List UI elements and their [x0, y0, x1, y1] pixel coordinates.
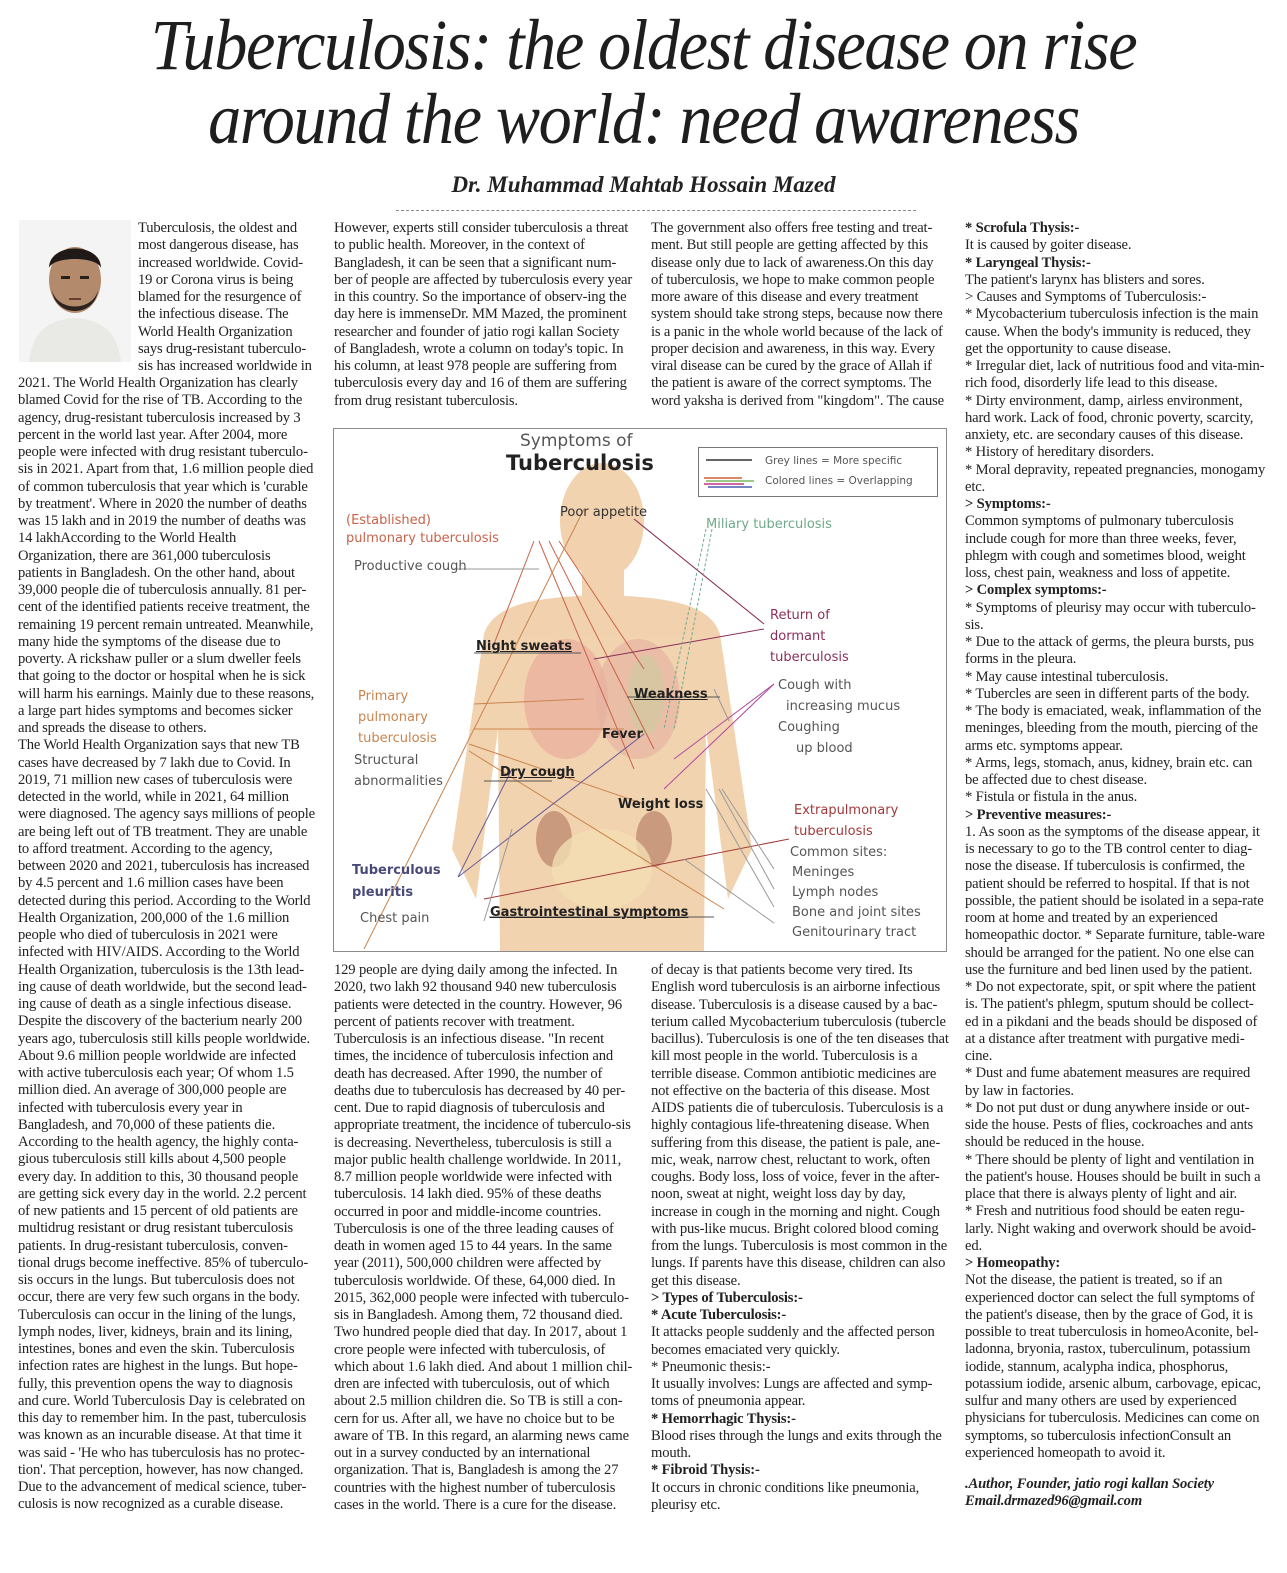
- list-item: * May cause intestinal tuberculosis.: [965, 668, 1169, 685]
- label-meninges: Meninges: [792, 865, 855, 880]
- label-fever: Fever: [602, 727, 643, 742]
- label-return-1: Return of: [770, 608, 830, 623]
- list-item: * There should be plenty of light and ventilation in the patient's house. Houses should be built in such a place that there is always plenty of light and air.: [965, 1151, 1261, 1202]
- label-return-3: tuberculosis: [770, 650, 849, 665]
- label-pleuritis-2: pleuritis: [352, 885, 414, 900]
- diagram-title-line-2: Tuberculosis: [506, 451, 654, 475]
- label-night-sweats: Night sweats: [476, 639, 572, 654]
- legend-colored-lines: Colored lines = Overlapping: [765, 475, 913, 487]
- list-item: * History of hereditary disorders.: [965, 444, 1155, 461]
- label-cough-mucus-1: Cough with: [778, 678, 852, 693]
- section-heading-symptoms: > Symptoms:-: [965, 496, 1051, 512]
- label-dry-cough: Dry cough: [500, 765, 575, 780]
- section-heading-preventive: > Preventive measures:-: [965, 806, 1112, 823]
- section-heading-complex: > Complex symptoms:-: [965, 582, 1107, 599]
- author-signature: [965, 1476, 1267, 1511]
- column-1-body: [18, 375, 316, 1514]
- section-heading-causes: > Causes and Symptoms of Tuberculosis:-: [965, 289, 1207, 305]
- column-3-top: [651, 220, 947, 410]
- list-item: * Tubercles are seen in different parts of the body.: [965, 685, 1250, 702]
- section-heading-types: > Types of Tuberculosis:-: [651, 1289, 803, 1306]
- label-gastrointestinal: Gastrointestinal symptoms: [490, 905, 689, 920]
- intro-paragraph: Tuberculosis, the oldest and most dangerous disease, has increased worldwide. Covid-19 or Corona virus is being blamed for the resurgence of the infectious disease. The World Health Organization says drug-resistant tuberculo-sis has increased worldwide in: [138, 220, 312, 374]
- list-item: * Do not expectorate, spit, or spit where the patient is. The patient's phlegm, sputum should be collect-ed in a pikdani and the beads should be disposed of at a distance after treatment with purgative medi-cine.: [965, 979, 1258, 1064]
- column-1-intro: [138, 220, 314, 375]
- paragraph: 129 people are dying daily among the infected. In 2020, two lakh 92 thousand 940 new tuberculosis patients were detected in the country. However, 96 percent of patients recover with treatment. Tuberculosis is an infectious disease. "In recent times, the incidence of tuberculosis infection and death has decreased. After 1990, the number of deaths due to tuberculosis has decreased by 40 per-cent. Due to rapid diagnosis of tuberculosis and appropriate treatment, the incidence of tuberculo-sis is decreasing. Nevertheless, tuberculosis is still a major public health challenge worldwide. In 2011, 8.7 million people worldwide were infected with tuberculosis. 14 lakh died. 95% of these deaths occurred in poor and middle-income countries. Tuberculosis is one of the three leading causes of death in women aged 15 to 44 years. In the same year (2011), 500,000 children were affected by tuberculosis worldwide. Of these, 64,000 died. In 2015, 362,000 people were infected with tuberculo-sis in Bangladesh. Among them, 72 thousand died. Two hundred people died that day. In 2017, about 1 crore people were infected with tuberculosis, of which about 1.6 lakh died. And about 1 million chil-dren are infected with tuberculosis, out of which about 2.5 million children die. So TB is still a con-cern for us. After all, we have no choice but to be aware of TB. In this regard, an alarming news came out in a survey conducted by an international organization. That is, Bangladesh is among the 27 countries with the highest number of tuberculosis cases in the world. There is a cure for the disease.: [334, 962, 633, 1513]
- paragraph: It usually involves: Lungs are affected and symp-toms of pneumonia appear.: [651, 1376, 933, 1410]
- author-email: Email.drmazed96@gmail.com: [965, 1493, 1143, 1510]
- subheading-hemorrhagic: * Hemorrhagic Thysis:-: [651, 1410, 796, 1427]
- paragraph: Blood rises through the lungs and exits through the mouth.: [651, 1427, 942, 1461]
- section-heading-homeopathy: > Homeopathy:: [965, 1255, 1061, 1271]
- list-item: * Fresh and nutritious food should be eaten regu-larly. Night waking and overwork should be avoid-ed.: [965, 1203, 1256, 1254]
- label-extrapulmonary-2: tuberculosis: [794, 824, 873, 839]
- paragraph: Not the disease, the patient is treated, so if an experienced doctor can select the full symptoms of the patient's disease, then by the grace of God, it is possible to treat tuberculosis in homeoAconite, bel-ladonna, bryonia, rastox, tuberculinum, potassium iodide, stannum, acalypha indica, phosphorus, potassium iodide, arsenic album, carbovage, epicac, sulfur and many others are used by experienced physicians for tuberculosis. Medicines can come on symptoms, so tuberculosis infectionConsult an experienced homeopath to avoid it.: [965, 1272, 1261, 1461]
- list-item: * Due to the attack of germs, the pleura bursts, pus forms in the pleura.: [965, 634, 1254, 668]
- column-2-bottom: [334, 962, 634, 1514]
- byline: Dr. Muhammad Mahtab Hossain Mazed: [451, 172, 836, 197]
- column-3-bottom: [651, 962, 951, 1514]
- paragraph: The government also offers free testing and treat-ment. But still people are getting affected by this disease only due to lack of awareness.On this day of tuberculosis, we hope to make common people more aware of this disease and every treatment system should take strong steps, because now there is a panic in the whole world because of the lack of proper decision and awareness, in this way. Every viral disease can be cured by the grace of Allah if the patient is aware of the correct symptoms. The word yaksha is derived from "kingdom". The cause: [651, 220, 945, 409]
- headline: [51, 5, 1235, 159]
- subheading-scrofula: * Scrofula Thysis:-: [965, 220, 1080, 236]
- paragraph: Despite the discovery of the bacterium nearly 200 years ago, tuberculosis still kills people worldwide. About 9.6 million people worldwide are infected with active tuberculosis each year; Of whom 1.5 million died. An average of 300,000 people are infected with tuberculosis every year in Bangladesh, and 70,000 of these patients die. According to the health agency, the highly conta-gious tuberculosis still kills about 4,500 people every day. In addition to this, 30 thousand people are getting sick every day in the world. 2.2 percent of new patients and 15 percent of old patients are multidrug resistant or drug resistant tuberculosis patients. In drug-resistant tuberculosis, conven-tional drugs become ineffective. 85% of tuberculo-sis occurs in the lungs. But tuberculosis does not occur, there are very few such organs in the body. Tuberculosis can occur in the lining of the lungs, lymph nodes, liver, kidneys, brain and its lining, intestines, bones and even the skin. Tuberculosis infection rates are highest in the lungs. But hope-fully, this prevention opens the way to diagnosis and cure. World Tuberculosis Day is celebrated on this day to remember him. In the past, tuberculosis was known as an incurable disease. At that time it was said - 'He who has tuberculosis has no protec-tion'. That perception, however, has now changed. Due to the advancement of medical science, tuber-culosis is now recognized as a curable disease.: [18, 1013, 310, 1513]
- paragraph: The World Health Organization says that new TB cases have decreased by 7 lakh due to Covid. In 2019, 71 million new cases of tuberculosis were detected in the world, while in 2021, 64 million were diagnosed. The agency says millions of people are being left out of TB treatment. They are unable to afford treatment. According to the agency, between 2020 and 2021, tuberculosis has increased by 4.5 percent and 1.6 million cases have been detected during this period. According to the World Health Organization, 200,000 of the 1.6 million people who died of tuberculosis in 2021 were infected with HIV/AIDS. According to the World Health Organization, tuberculosis is the 13th lead-ing cause of death worldwide, but the second lead-ing cause of death as a single infectious disease.: [18, 737, 315, 1012]
- paragraph: 2021. The World Health Organization has clearly blamed Covid for the rise of TB. According to the agency, drug-resistant tuberculosis increased by 3 percent in the world last year. After 2004, more people were infected with drug resistant tuberculo-sis in 2021. Apart from that, 1.6 million people died of common tuberculosis that year which is 'curable by treatment'. Where in 2020 the number of deaths was 15 lakh and in 2019 the number of deaths was 14 lakhAccording to the World Health Organization, there are 361,000 tuberculosis patients in Bangladesh. On the other hand, about 39,000 people die of tuberculosis annually. 81 per-cent of the identified patients receive treatment, the remaining 19 percent remain untreated. Meanwhile, many hide the symptoms of the disease due to poverty. A rickshaw puller or a slum dweller feels that going to the doctor or hospital when he is sick will harm his earnings. Mainly due to these reasons, a large part hides symptoms and becomes sicker and spreads the disease to others.: [18, 375, 315, 736]
- list-item: * Mycobacterium tuberculosis infection is the main cause. When the body's immunity is reduced, they get the opportunity to cause disease.: [965, 306, 1259, 357]
- label-chest-pain: Chest pain: [360, 911, 430, 926]
- paragraph: It is caused by goiter disease.: [965, 237, 1132, 254]
- list-item: * Moral depravity, repeated pregnancies, monogamy etc.: [965, 461, 1266, 495]
- label-established: (Established): [346, 513, 431, 528]
- headline-line-1: Tuberculosis: the oldest disease on rise: [150, 5, 1137, 85]
- list-item: * Dust and fume abatement measures are required by law in factories.: [965, 1065, 1251, 1099]
- list-item: * Dirty environment, damp, airless environment, hard work. Lack of food, chronic poverty, scarcity, anxiety, etc. are secondary causes of this disease.: [965, 392, 1254, 443]
- label-weight-loss: Weight loss: [618, 797, 704, 812]
- paragraph: It occurs in chronic conditions like pneumonia, pleurisy etc.: [651, 1479, 920, 1513]
- list-item: 1. As soon as the symptoms of the disease appear, it is necessary to go to the TB control center to diag-nose the disease. If tuberculosis is confirmed, the patient should be referred to hospital. If that is not possible, the patient should be isolated in a sepa-rate room at home and treated by an experienced homeopathic doctor. * Separate furniture, table-ware should be arranged for the patient. No one else can use the furniture and bed linen used by the patient.: [965, 823, 1265, 978]
- label-lymph-nodes: Lymph nodes: [792, 885, 879, 900]
- label-primary-1: Primary: [358, 689, 409, 704]
- label-cough-mucus-2: increasing mucus: [786, 699, 901, 714]
- label-pulmonary-tb: pulmonary tuberculosis: [346, 531, 499, 546]
- diagram-legend: [698, 447, 938, 497]
- label-primary-2: pulmonary: [358, 710, 428, 725]
- column-4: [965, 220, 1267, 1511]
- label-structural-2: abnormalities: [354, 774, 443, 789]
- label-primary-3: tuberculosis: [358, 731, 437, 746]
- label-structural-1: Structural: [354, 753, 419, 768]
- byline-divider: [396, 210, 916, 211]
- label-common-sites: Common sites:: [790, 845, 888, 860]
- author-portrait-icon: [19, 220, 131, 362]
- diagram-title-line-1: Symptoms of: [520, 431, 633, 451]
- paragraph: It attacks people suddenly and the affected person becomes emaciated very quickly.: [651, 1324, 935, 1358]
- paragraph: The patient's larynx has blisters and sores.: [965, 271, 1205, 288]
- label-weakness: Weakness: [634, 687, 708, 702]
- legend-grey-lines: Grey lines = More specific: [765, 455, 903, 467]
- paragraph: However, experts still consider tuberculosis a threat to public health. Moreover, in the context of Bangladesh, it can be seen that a significant num-ber of people are affected by tuberculosis every year in this country. So the importance of observ-ing the day here is immenseDr. MM Mazed, the prominent researcher and founder of jatio rogi kallan Society of Bangladesh, wrote a column on today's topic. In his column, at least 978 people are suffering from tuberculosis every day and 16 of them are suffering from drug resistant tuberculosis.: [334, 220, 633, 409]
- list-item: * Symptoms of pleurisy may occur with tuberculo-sis.: [965, 599, 1256, 633]
- signature-line-1: .Author, Founder, jatio rogi kallan Society: [965, 1476, 1214, 1492]
- column-2-top: [334, 220, 634, 410]
- subheading-acute: * Acute Tuberculosis:-: [651, 1307, 787, 1323]
- symptoms-diagram: [333, 428, 947, 952]
- label-miliary-tb: Miliary tuberculosis: [706, 517, 832, 532]
- label-productive-cough: Productive cough: [354, 559, 467, 574]
- label-coughing-blood-1: Coughing: [778, 720, 840, 735]
- label-pleuritis-1: Tuberculous: [352, 863, 441, 878]
- paragraph: Common symptoms of pulmonary tuberculosis include cough for more than three weeks, fever, phlegm with cough and sometimes blood, weight loss, chest pain, weakness and loss of appetite.: [965, 513, 1246, 581]
- label-coughing-blood-2: up blood: [796, 741, 853, 756]
- subheading-fibroid: * Fibroid Thysis:-: [651, 1462, 760, 1479]
- subheading-pneumonic: * Pneumonic thesis:-: [651, 1358, 771, 1375]
- paragraph: of decay is that patients become very tired. Its English word tuberculosis is an airborne infectious disease. Tuberculosis is a disease caused by a bac-terium called Mycobacterium tuberculosis (tubercle bacillus). Tuberculosis is one of the ten diseases that kill most people in the world. Tuberculosis is a terrible disease. Common antibiotic medicines are not effective on the bacteria of this disease. Most AIDS patients die of tuberculosis. Tuberculosis is a highly contagious life-threatening disease. When suffering from this disease, the patient is pale, ane-mic, weak, narrow chest, reluctant to work, often coughs. Body loss, loss of voice, fever in the after-noon, sweat at night, weight loss day by day, increase in cough in the morning and night. Cough with pus-like mucus. Bright colored blood coming from the lungs. Tuberculosis is most common in the lungs. If parents have this disease, children can also get this disease.: [651, 962, 949, 1289]
- headline-line-2: around the world: need awareness: [208, 79, 1079, 159]
- list-item: * Do not put dust or dung anywhere inside or out-side the house. Pests of flies, cockroaches and ants should be reduced in the house.: [965, 1099, 1254, 1151]
- subheading-laryngeal: * Laryngeal Thysis:-: [965, 254, 1091, 271]
- list-item: * Irregular diet, lack of nutritious food and vita-min-rich food, disorderly life lead to this disease.: [965, 358, 1265, 392]
- label-extrapulmonary-1: Extrapulmonary: [794, 803, 899, 818]
- list-item: * Arms, legs, stomach, anus, kidney, brain etc. can be affected due to chest disease.: [965, 754, 1253, 788]
- label-bone-joint: Bone and joint sites: [792, 905, 921, 920]
- list-item: * Fistula or fistula in the anus.: [965, 789, 1138, 806]
- author-photo: [19, 220, 131, 362]
- label-poor-appetite: Poor appetite: [560, 505, 648, 520]
- label-return-2: dormant: [770, 629, 826, 644]
- label-genitourinary: Genitourinary tract: [792, 925, 917, 940]
- list-item: * The body is emaciated, weak, inflammation of the meninges, bleeding from the mouth, piercing of the arms etc. symptoms appear.: [965, 703, 1262, 754]
